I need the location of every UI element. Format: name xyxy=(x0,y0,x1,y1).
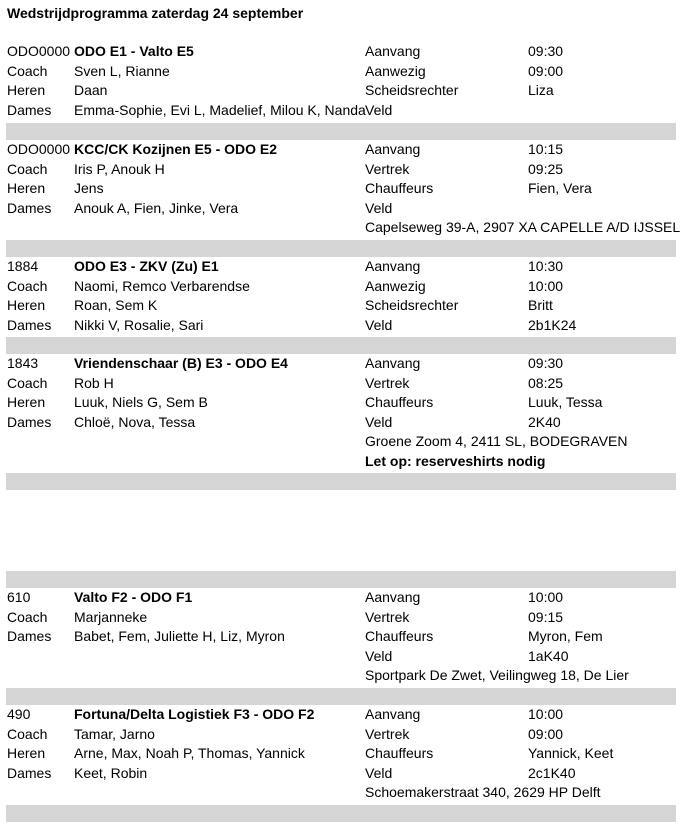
detail-label: Vertrek xyxy=(365,160,410,177)
match-row xyxy=(0,588,700,608)
match-row xyxy=(0,296,700,316)
detail-value: 09:25 xyxy=(528,160,564,177)
detail-label: Veld xyxy=(365,316,393,333)
detail-value: 09:30 xyxy=(528,43,564,59)
dames-value: Keet, Robin xyxy=(74,764,148,781)
detail-label: Aanvang xyxy=(365,706,421,722)
dames-label: Dames xyxy=(7,316,52,333)
detail-value: 09:00 xyxy=(528,62,564,79)
match-row xyxy=(0,160,700,180)
detail-value: 10:15 xyxy=(528,141,564,157)
match-row xyxy=(0,62,700,82)
detail-label: Aanvang xyxy=(365,258,421,274)
match-note xyxy=(0,452,700,472)
match-row xyxy=(0,81,700,101)
detail-label: Veld xyxy=(365,647,393,664)
detail-value: 09:15 xyxy=(528,608,564,625)
match-row xyxy=(0,257,700,277)
coach-value: Marjanneke xyxy=(74,608,148,625)
detail-label: Vertrek xyxy=(365,608,410,625)
match-block xyxy=(0,354,700,471)
detail-value: Fien, Vera xyxy=(528,180,592,196)
section-divider xyxy=(6,240,676,257)
heren-label: Heren xyxy=(7,394,46,410)
match-row xyxy=(0,725,700,745)
section-divider xyxy=(6,473,676,490)
section-divider xyxy=(6,688,676,705)
dames-label: Dames xyxy=(7,764,52,781)
detail-value: 2K40 xyxy=(528,413,561,430)
heren-value: Luuk, Niels G, Sem B xyxy=(74,394,208,410)
detail-value: 10:00 xyxy=(528,589,564,605)
match-address xyxy=(0,218,700,238)
heren-label: Heren xyxy=(7,180,46,196)
match-row xyxy=(0,608,700,628)
section-divider xyxy=(6,123,676,140)
match-row xyxy=(0,393,700,413)
match-title: Vriendenschaar (B) E3 - ODO E4 xyxy=(74,355,288,371)
detail-value: 2b1K24 xyxy=(528,316,577,333)
match-block xyxy=(0,42,700,120)
detail-label: Veld xyxy=(365,764,393,781)
address-text: Groene Zoom 4, 2411 SL, BODEGRAVEN xyxy=(365,433,628,449)
detail-label: Scheidsrechter xyxy=(365,297,459,313)
coach-label: Coach xyxy=(7,277,48,294)
coach-label: Coach xyxy=(7,62,48,79)
detail-value: 10:00 xyxy=(528,706,564,722)
detail-label: Veld xyxy=(365,101,393,118)
heren-value: Arne, Max, Noah P, Thomas, Yannick xyxy=(74,745,305,761)
detail-value: 10:00 xyxy=(528,277,564,294)
detail-value: 09:30 xyxy=(528,355,564,371)
coach-label: Coach xyxy=(7,608,48,625)
detail-value: Luuk, Tessa xyxy=(528,394,603,410)
match-row xyxy=(0,374,700,394)
match-block xyxy=(0,705,700,803)
detail-value: 09:00 xyxy=(528,725,564,742)
match-row xyxy=(0,42,700,62)
detail-label: Veld xyxy=(365,413,393,430)
address-text: Schoemakerstraat 340, 2629 HP Delft xyxy=(365,784,601,800)
detail-value: 08:25 xyxy=(528,374,564,391)
coach-value: Iris P, Anouk H xyxy=(74,160,165,177)
match-row xyxy=(0,413,700,433)
dames-value: Chloë, Nova, Tessa xyxy=(74,413,196,430)
detail-value: Britt xyxy=(528,297,553,313)
detail-label: Aanvang xyxy=(365,589,421,605)
detail-value: Yannick, Keet xyxy=(528,745,614,761)
detail-label: Chauffeurs xyxy=(365,745,434,761)
match-block xyxy=(0,588,700,686)
section-divider xyxy=(6,337,676,354)
page-title: Wedstrijdprogramma zaterdag 24 september xyxy=(7,5,304,21)
detail-label: Chauffeurs xyxy=(365,394,434,410)
heren-value: Jens xyxy=(74,180,104,196)
match-code: 1843 xyxy=(7,355,39,371)
detail-label: Vertrek xyxy=(365,374,410,391)
dames-label: Dames xyxy=(7,199,52,216)
detail-label: Aanvang xyxy=(365,355,421,371)
match-code: 490 xyxy=(7,706,31,722)
detail-value: Liza xyxy=(528,82,554,98)
match-title: Fortuna/Delta Logistiek F3 - ODO F2 xyxy=(74,706,315,722)
coach-value: Rob H xyxy=(74,374,114,391)
match-row xyxy=(0,179,700,199)
match-row xyxy=(0,705,700,725)
match-row xyxy=(0,354,700,374)
detail-label: Vertrek xyxy=(365,725,410,742)
dames-value: Nikki V, Rosalie, Sari xyxy=(74,316,204,333)
match-row xyxy=(0,140,700,160)
coach-value: Sven L, Rianne xyxy=(74,62,170,79)
detail-label: Chauffeurs xyxy=(365,180,434,196)
match-block xyxy=(0,257,700,335)
coach-label: Coach xyxy=(7,725,48,742)
dames-value: Babet, Fem, Juliette H, Liz, Myron xyxy=(74,628,285,644)
dames-label: Dames xyxy=(7,413,52,430)
detail-value: Myron, Fem xyxy=(528,628,603,644)
heren-label: Heren xyxy=(7,297,46,313)
detail-label: Scheidsrechter xyxy=(365,82,459,98)
section-divider xyxy=(6,571,676,588)
heren-value: Roan, Sem K xyxy=(74,297,158,313)
heren-label: Heren xyxy=(7,745,46,761)
note-text: Let op: reserveshirts nodig xyxy=(365,452,546,469)
match-title: ODO E1 - Valto E5 xyxy=(74,43,194,59)
match-code: ODO0000 xyxy=(7,141,71,157)
coach-value: Tamar, Jarno xyxy=(74,725,155,742)
detail-label: Aanwezig xyxy=(365,277,426,294)
dames-value: Anouk A, Fien, Jinke, Vera xyxy=(74,199,239,216)
match-row xyxy=(0,744,700,764)
match-address xyxy=(0,666,700,686)
detail-label: Aanvang xyxy=(365,141,421,157)
detail-label: Aanvang xyxy=(365,43,421,59)
match-address xyxy=(0,783,700,803)
coach-label: Coach xyxy=(7,374,48,391)
coach-value: Naomi, Remco Verbarendse xyxy=(74,277,250,294)
match-title: KCC/CK Kozijnen E5 - ODO E2 xyxy=(74,141,278,157)
match-row xyxy=(0,647,700,667)
address-text: Sportpark De Zwet, Veilingweg 18, De Lier xyxy=(365,667,629,683)
address-text: Capelseweg 39-A, 2907 XA CAPELLE A/D IJSSEL xyxy=(365,219,681,235)
detail-label: Aanwezig xyxy=(365,62,426,79)
detail-label: Chauffeurs xyxy=(365,628,434,644)
dames-value: Emma-Sophie, Evi L, Madelief, Milou K, Nanda xyxy=(74,101,366,118)
heren-label: Heren xyxy=(7,82,46,98)
match-row xyxy=(0,764,700,784)
heren-value: Daan xyxy=(74,82,108,98)
match-row xyxy=(0,199,700,219)
match-row xyxy=(0,627,700,647)
section-divider xyxy=(6,805,676,822)
match-code: ODO0000 xyxy=(7,43,71,59)
match-row xyxy=(0,101,700,121)
dames-label: Dames xyxy=(7,628,52,644)
match-row xyxy=(0,316,700,336)
match-block xyxy=(0,140,700,238)
detail-value: 10:30 xyxy=(528,258,564,274)
match-title: Valto F2 - ODO F1 xyxy=(74,589,193,605)
match-code: 610 xyxy=(7,589,31,605)
detail-value: 2c1K40 xyxy=(528,764,576,781)
coach-label: Coach xyxy=(7,160,48,177)
match-code: 1884 xyxy=(7,258,39,274)
match-title: ODO E3 - ZKV (Zu) E1 xyxy=(74,258,219,274)
match-address xyxy=(0,432,700,452)
dames-label: Dames xyxy=(7,101,52,118)
match-row xyxy=(0,277,700,297)
detail-label: Veld xyxy=(365,199,393,216)
detail-value: 1aK40 xyxy=(528,647,569,664)
